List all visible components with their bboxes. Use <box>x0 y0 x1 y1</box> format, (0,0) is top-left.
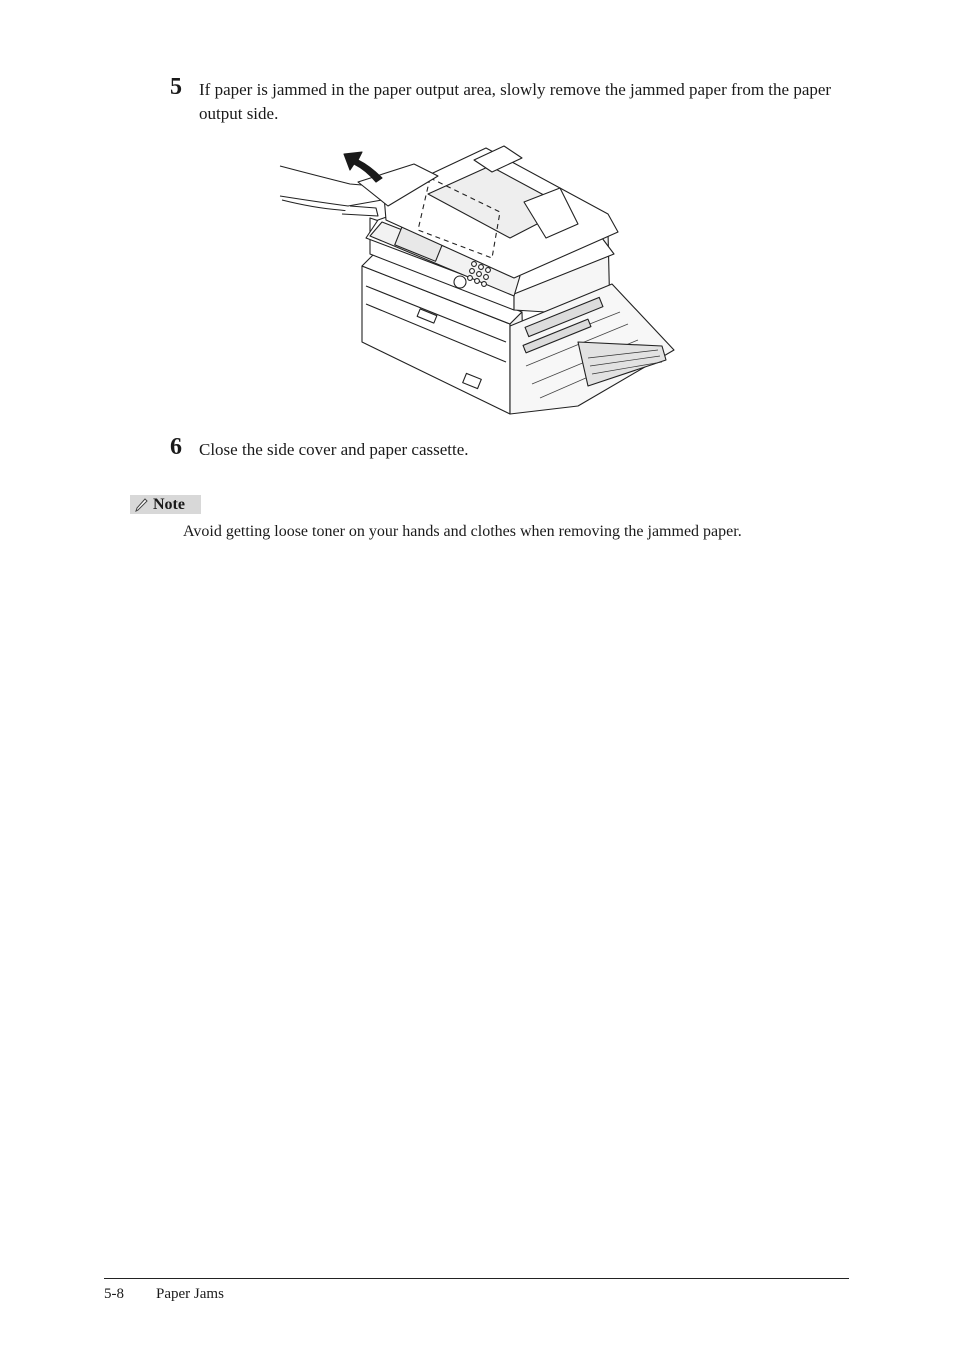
printer-jam-illustration <box>278 136 678 416</box>
footer-section-title: Paper Jams <box>156 1286 224 1302</box>
pencil-icon <box>135 497 149 512</box>
note-label <box>130 495 201 514</box>
note-label-text: Note <box>153 496 185 513</box>
footer-divider <box>104 1278 849 1279</box>
step-text: If paper is jammed in the paper output area, slowly remove the jammed paper from the paper output side. <box>199 80 832 123</box>
footer-page-number: 5-8 <box>104 1286 124 1302</box>
step-number: 6 <box>170 434 182 460</box>
step-number: 5 <box>170 74 182 100</box>
step-text: Close the side cover and paper cassette. <box>199 440 469 459</box>
note-text: Avoid getting loose toner on your hands and clothes when removing the jammed paper. <box>183 523 742 540</box>
